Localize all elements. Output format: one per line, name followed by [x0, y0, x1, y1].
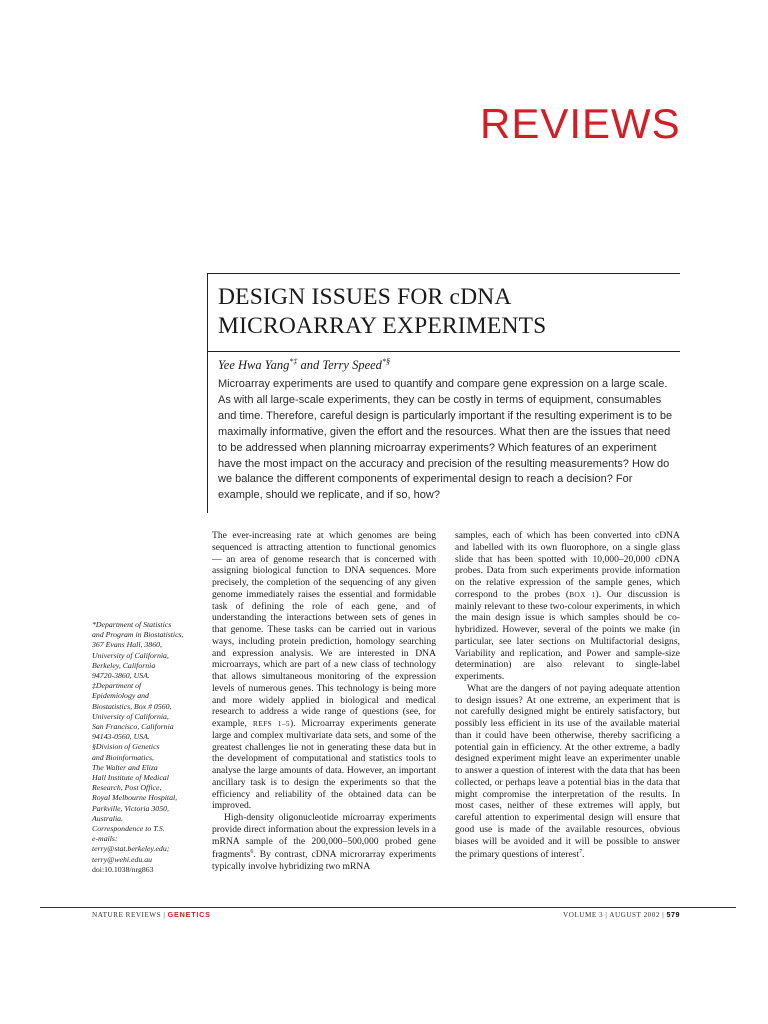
affiliation-line: 94720-3860, USA. — [92, 671, 150, 681]
body-text: ). Microarray experiments generate large and complex multivariate data sets, and some of the greatest challenges lie not in generating these data but in the development of computational and statistics tools to analyse the large amounts of data. However, an important ancillary task is to design the experiments so that the efficiency and reliability of the obtained data can be improved. — [212, 718, 437, 812]
body-paragraph — [212, 812, 436, 873]
affiliation-line: terry@wehi.edu.au — [92, 854, 153, 864]
affiliation-line: §Division of Genetics — [92, 742, 160, 752]
affiliation-line: Royal Melbourne Hospital, — [92, 793, 178, 803]
author-line — [218, 357, 678, 373]
body-paragraph — [212, 530, 436, 812]
footer-journal — [92, 910, 211, 919]
affiliation-line: *Department of Statistics — [92, 620, 172, 629]
affiliation-line: and Program in Biostatistics, — [92, 630, 184, 640]
page-number: 579 — [666, 910, 680, 919]
affiliation-line: and Bioinformatics, — [92, 752, 154, 762]
author-name: Terry Speed — [322, 358, 382, 373]
title-left-rule — [207, 273, 208, 513]
affiliation-line: e-mails: — [92, 834, 118, 844]
affiliation-line: Biostatistics, Box # 0560, — [92, 701, 172, 711]
affiliation-line: Australia. — [92, 813, 123, 823]
body-text: ). Our discussion is mainly relevant to these two-colour experiments, in which the main design issue is which samples should be co-hybridized. However, several of the points we make (in particular, see later sections on Multifactorial designs, Variability and replication, and Power and sample-size determination) are also relevant to single-label experiments. — [455, 588, 680, 682]
body-text: samples, each of which has been converted into cDNA and labelled with its own fluorophore, on a single glass slide that has been spotted with 10,000–20,000 cDNA probes. Data from such experiments provide information on the relative expression of the sample genes, which correspond to the probes ( — [455, 530, 680, 600]
volume-info: VOLUME 3 | AUGUST 2002 | — [563, 911, 667, 919]
title-bottom-rule — [207, 351, 680, 352]
author-affiliation-mark: *‡ — [289, 357, 298, 366]
affiliations — [92, 620, 197, 875]
affiliation-lines — [92, 620, 197, 865]
author-join: and — [297, 358, 323, 373]
section-label: REVIEWS — [480, 100, 681, 147]
abstract — [218, 377, 676, 504]
affiliation-line: Epidemiology and — [92, 691, 149, 701]
affiliation-line: ‡Department of — [92, 681, 142, 691]
body-text: The ever-increasing rate at which genomes are being sequenced is attracting attention to functional genomics — an area of genome research that is concerned with assigning biological function to DNA sequences. More precisely, the completion of the sequencing of any given genome immediately raises the essential and formidable task of defining the role of each gene, and of understanding the interactions between sets of genes in that genome. These tasks can be carried out in various ways, including protein prediction, homology searching and expression analysis. We are interested in DNA microarrays, which are part of a new class of technology that allows simultaneous monitoring of the expression levels of numerous genes. This technology is being more and more widely applied in biological and medical research to address a wide range of questions (see, for example, — [212, 530, 436, 729]
affiliation-line: terry@stat.berkeley.edu; — [92, 844, 170, 854]
affiliation-line: Berkeley, California — [92, 660, 156, 670]
author-name: Yee Hwa Yang — [218, 358, 290, 373]
footer-rule — [40, 907, 736, 908]
affiliation-line: The Walter and Eliza — [92, 762, 158, 772]
author-affiliation-mark: *§ — [381, 357, 390, 366]
affiliation-line: 367 Evans Hall, 3860, — [92, 640, 162, 650]
body-text: . By contrast, cDNA microrarray experiments typically involve hybridizing two mRNA — [212, 849, 436, 873]
affiliation-line: Research, Post Office, — [92, 783, 162, 793]
title-line-2: MICROARRAY EXPERIMENTS — [218, 313, 547, 339]
title-line-1: DESIGN ISSUES FOR cDNA — [218, 284, 512, 310]
citation-link[interactable]: 6 — [250, 849, 254, 856]
affiliation-line: Correspondence to T.S. — [92, 824, 165, 834]
affiliation-line: University of California, — [92, 650, 169, 660]
affiliation-line: Hall Institute of Medical — [92, 773, 169, 783]
affiliation-line: University of California, — [92, 711, 169, 721]
body-text: What are the dangers of not paying adequate attention to design issues? At one extreme, an experiment that is not carefully designed might be entirely satisfactory, but possibly less efficient in its use of the available material than it could have been otherwise, thereby sacrificing a potential gain in efficiency. At the other extreme, a badly designed experiment might leave an experimenter unable to answer a question of interest with the data that has been collected, or perhaps leave a potential bias in the data that might compromise the interpretation of the results. In most cases, neither of these extremes will apply, but careful attention to experimental design will ensure that good use is made of the available resources, obvious biases will be avoided and it will be possible to answer the primary questions of interest — [455, 682, 680, 861]
title-top-rule — [207, 273, 680, 274]
affiliation-line: 94143-0560, USA. — [92, 732, 150, 742]
body-paragraph — [455, 683, 680, 861]
doi: doi:10.1038/nrg863 — [92, 864, 154, 874]
box-link[interactable]: BOX 1 — [569, 589, 596, 599]
article-title — [218, 283, 678, 341]
citation-link[interactable]: 7 — [579, 849, 583, 856]
affiliation-line: San Francisco, California — [92, 722, 174, 732]
body-column-1 — [212, 530, 436, 873]
journal-brand: GENETICS — [167, 910, 211, 919]
footer-volume — [563, 910, 680, 919]
reference-link[interactable]: REFS 1–5 — [252, 719, 290, 728]
affiliation-line: Parkville, Victoria 3050, — [92, 803, 169, 813]
abstract-text: Microarray experiments are used to quantify and compare gene expression on a large scale. As with all large-scale experiments, they can be costly in terms of equipment, consumables and time. Therefore, careful design is particularly important if the resulting experiment is to be maximally informative, given the effort and the resources. What then are the issues that need to be addressed when planning microarray experiments? Which features of an experiment have the most impact on the accuracy and precision of the resulting measurements? How do we balance the different components of experimental design to reach a decision? For example, should we replicate, and if so, how? — [218, 378, 673, 502]
body-text: High-density oligonucleotide microarray experiments provide direct information about the expression levels in a mRNA sample of the 200,000–500,000 probed gene fragments — [212, 812, 436, 861]
body-column-2 — [455, 530, 680, 861]
body-paragraph — [455, 530, 680, 683]
body-text: . — [582, 849, 585, 861]
journal-name: NATURE REVIEWS | — [92, 911, 168, 919]
